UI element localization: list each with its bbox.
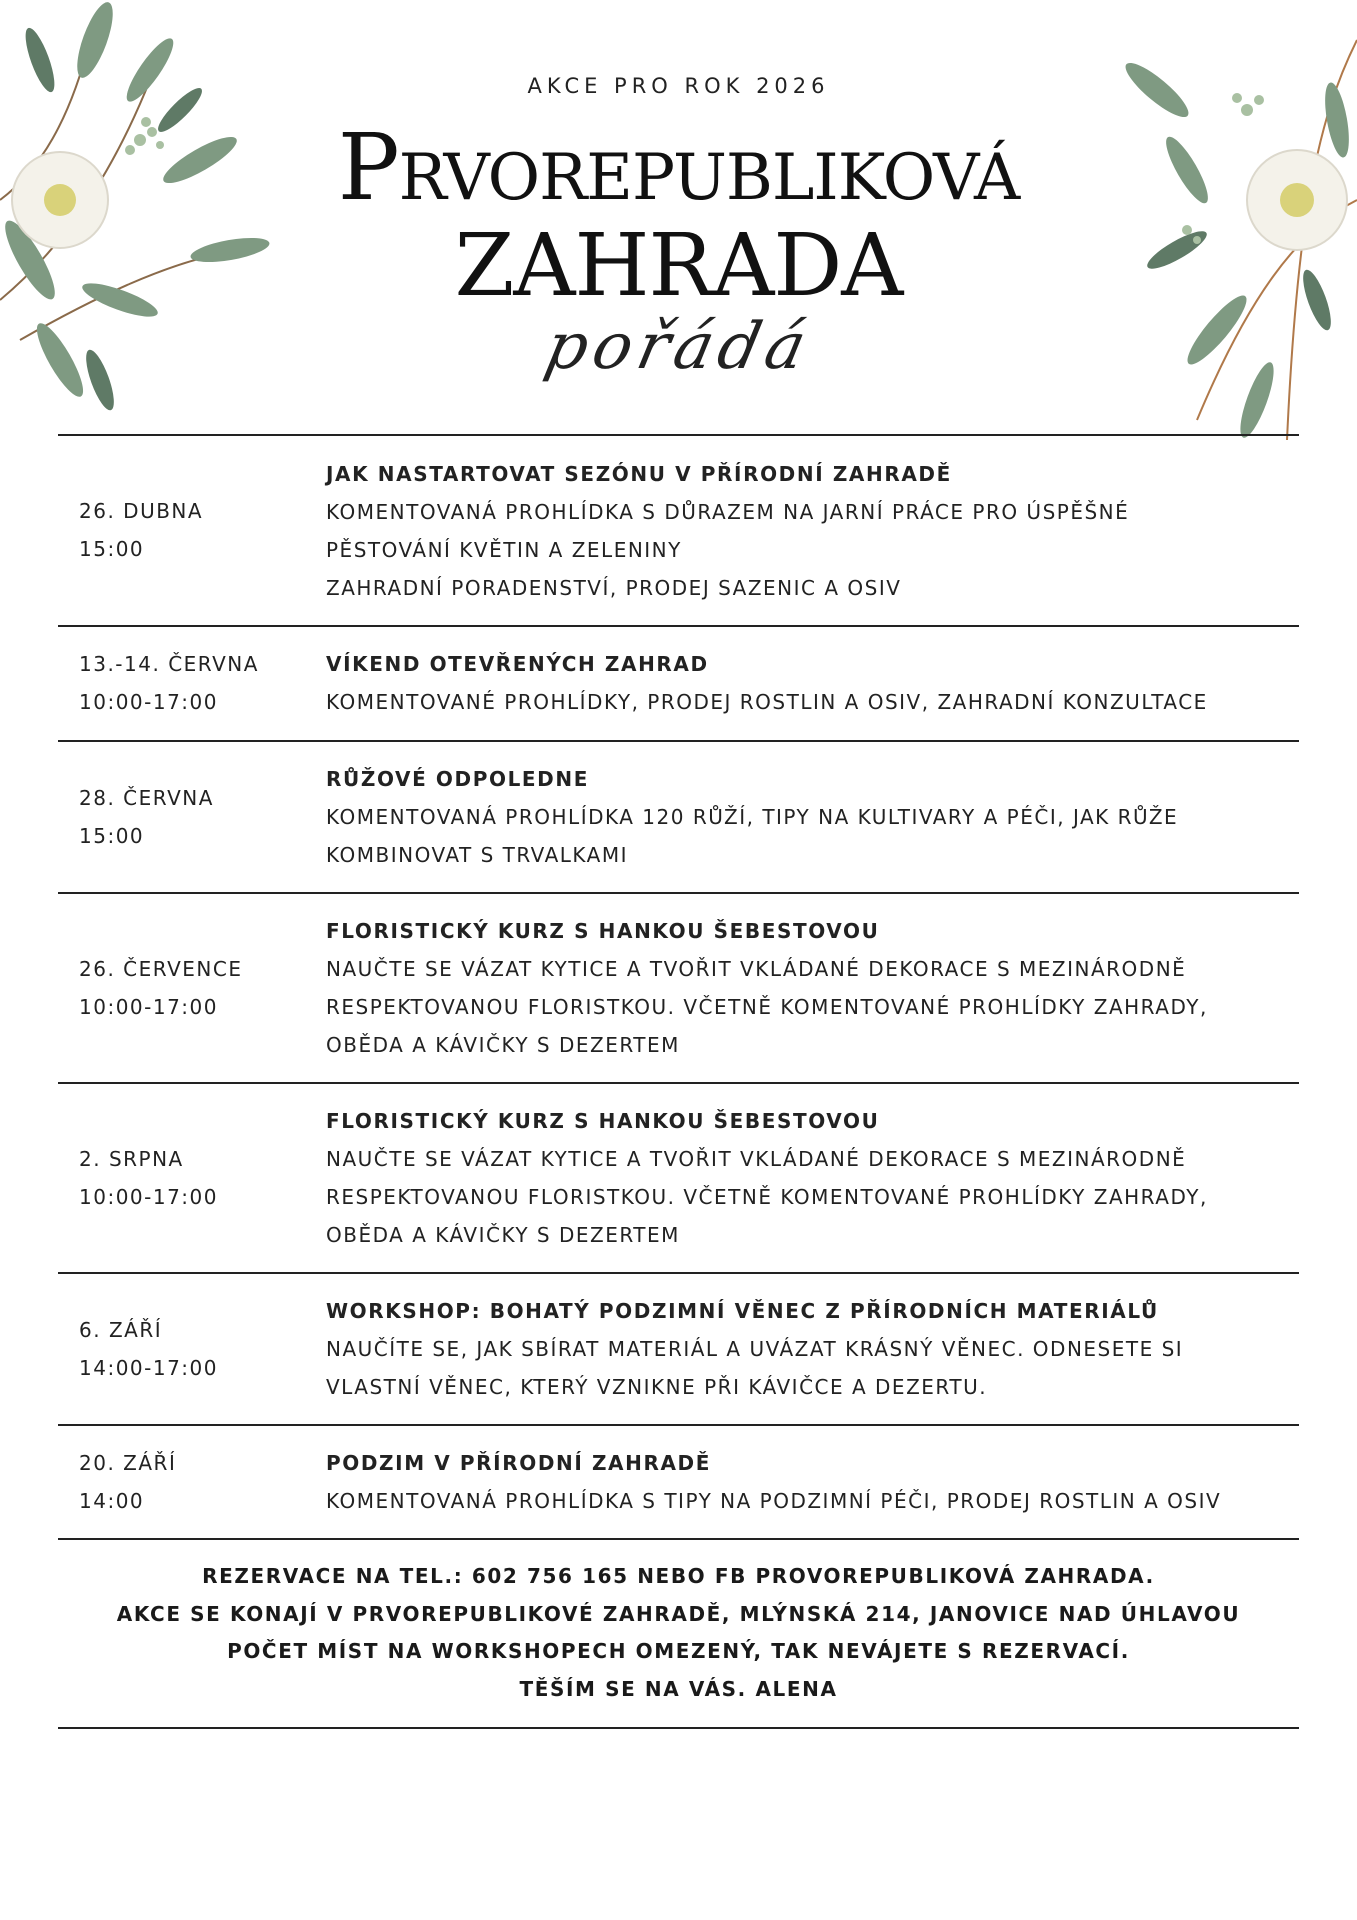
event-description: ZAHRADNÍ PORADENSTVÍ, PRODEJ SAZENIC A OSIV — [326, 576, 902, 600]
event-date: 26. DUBNA — [79, 499, 204, 523]
divider — [58, 625, 1299, 627]
event-time: 14:00-17:00 — [79, 1356, 218, 1380]
event-date: 20. ZÁŘÍ — [79, 1451, 177, 1475]
script-subtitle: pořádá — [538, 310, 819, 384]
event-time: 10:00-17:00 — [79, 690, 218, 714]
page-title: Prvorepubliková — [337, 114, 1020, 221]
divider — [58, 740, 1299, 742]
event-date: 2. SRPNA — [79, 1147, 184, 1171]
event-time: 14:00 — [79, 1489, 145, 1513]
event-title: PODZIM V PŘÍRODNÍ ZAHRADĚ — [326, 1451, 712, 1475]
event-title: RŮŽOVÉ ODPOLEDNE — [326, 767, 589, 791]
event-description: NAUČTE SE VÁZAT KYTICE A TVOŘIT VKLÁDANÉ DEKORACE S MEZINÁRODNĚ — [326, 1147, 1187, 1171]
divider — [58, 434, 1299, 436]
event-date: 28. ČERVNA — [79, 786, 214, 810]
divider — [58, 1424, 1299, 1426]
event-description: OBĚDA A KÁVIČKY S DEZERTEM — [326, 1033, 680, 1057]
event-date: 6. ZÁŘÍ — [79, 1318, 163, 1342]
divider — [58, 1272, 1299, 1274]
divider — [58, 1082, 1299, 1084]
event-time: 10:00-17:00 — [79, 995, 218, 1019]
supertitle: AKCE PRO ROK 2026 — [527, 74, 830, 98]
divider — [58, 1538, 1299, 1540]
event-description: RESPEKTOVANOU FLORISTKOU. VČETNĚ KOMENTOVANÉ PROHLÍDKY ZAHRADY, — [326, 1185, 1208, 1209]
event-time: 15:00 — [79, 824, 145, 848]
event-date: 13.-14. ČERVNA — [79, 652, 259, 676]
event-time: 15:00 — [79, 537, 145, 561]
event-description: VLASTNÍ VĚNEC, KTERÝ VZNIKNE PŘI KÁVIČCE A DEZERTU. — [326, 1375, 988, 1399]
footer-capacity: POČET MÍST NA WORKSHOPECH OMEZENÝ, TAK NEVÁJETE S REZERVACÍ. — [227, 1639, 1130, 1663]
event-description: PĚSTOVÁNÍ KVĚTIN A ZELENINY — [326, 538, 682, 562]
event-title: VÍKEND OTEVŘENÝCH ZAHRAD — [326, 652, 709, 676]
event-time: 10:00-17:00 — [79, 1185, 218, 1209]
event-description: KOMENTOVANÁ PROHLÍDKA 120 RŮŽÍ, TIPY NA KULTIVARY A PÉČI, JAK RŮŽE — [326, 805, 1179, 829]
divider — [58, 1727, 1299, 1729]
footer-notes — [0, 1558, 1357, 1708]
event-description: KOMENTOVANÉ PROHLÍDKY, PRODEJ ROSTLIN A OSIV, ZAHRADNÍ KONZULTACE — [326, 690, 1208, 714]
event-description: NAUČÍTE SE, JAK SBÍRAT MATERIÁL A UVÁZAT KRÁSNÝ VĚNEC. ODNESETE SI — [326, 1337, 1184, 1361]
page-title-line2: ZAHRADA — [454, 216, 903, 316]
event-description: RESPEKTOVANOU FLORISTKOU. VČETNĚ KOMENTOVANÉ PROHLÍDKY ZAHRADY, — [326, 995, 1208, 1019]
event-date: 26. ČERVENCE — [79, 957, 243, 981]
event-title: FLORISTICKÝ KURZ S HANKOU ŠEBESTOVOU — [326, 919, 880, 943]
event-description: KOMENTOVANÁ PROHLÍDKA S DŮRAZEM NA JARNÍ PRÁCE PRO ÚSPĚŠNÉ — [326, 500, 1130, 524]
event-description: OBĚDA A KÁVIČKY S DEZERTEM — [326, 1223, 680, 1247]
event-description: NAUČTE SE VÁZAT KYTICE A TVOŘIT VKLÁDANÉ DEKORACE S MEZINÁRODNĚ — [326, 957, 1187, 981]
event-description: KOMBINOVAT S TRVALKAMI — [326, 843, 628, 867]
event-title: FLORISTICKÝ KURZ S HANKOU ŠEBESTOVOU — [326, 1109, 880, 1133]
footer-signature: TĚŠÍM SE NA VÁS. ALENA — [519, 1676, 838, 1701]
divider — [58, 892, 1299, 894]
footer-location: AKCE SE KONAJÍ V PRVOREPUBLIKOVÉ ZAHRADĚ, MLÝNSKÁ 214, JANOVICE NAD ÚHLAVOU — [116, 1601, 1241, 1626]
footer-reservation: REZERVACE NA TEL.: 602 756 165 NEBO FB PROVOREPUBLIKOVÁ ZAHRADA. — [202, 1564, 1155, 1588]
event-title: JAK NASTARTOVAT SEZÓNU V PŘÍRODNÍ ZAHRADĚ — [326, 462, 952, 486]
event-description: KOMENTOVANÁ PROHLÍDKA S TIPY NA PODZIMNÍ PÉČI, PRODEJ ROSTLIN A OSIV — [326, 1489, 1222, 1513]
event-title: WORKSHOP: BOHATÝ PODZIMNÍ VĚNEC Z PŘÍRODNÍCH MATERIÁLŮ — [326, 1299, 1159, 1323]
